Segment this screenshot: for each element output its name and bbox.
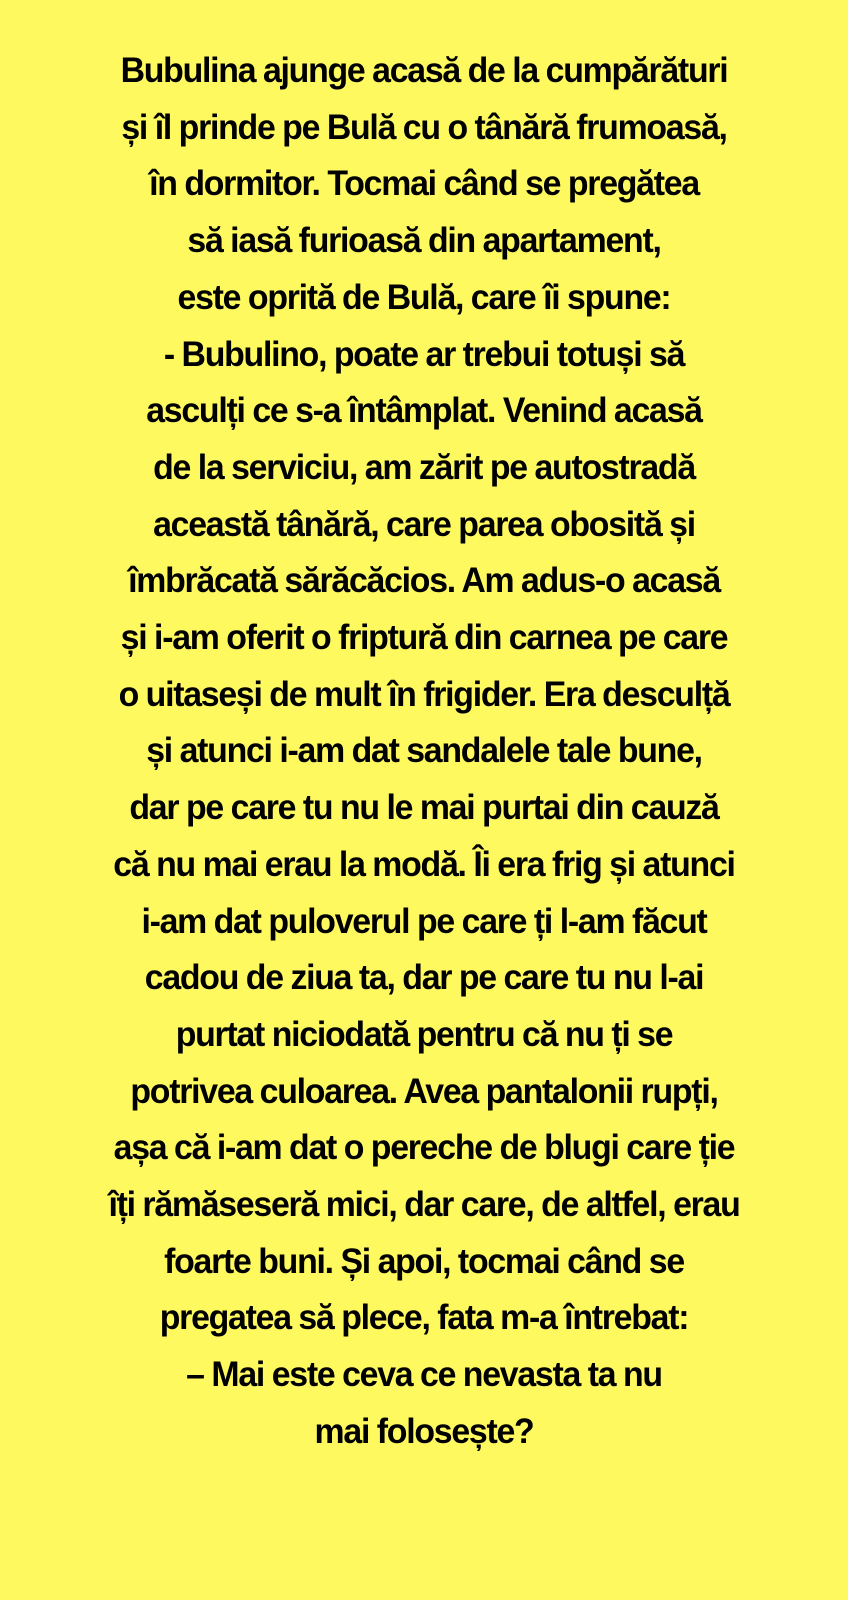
joke-line: îmbrăcată sărăcăcios. Am adus-o acasă <box>128 561 720 601</box>
joke-line: să iasă furioasă din apartament, <box>187 221 661 261</box>
joke-line: și i-am oferit o friptură din carnea pe care <box>120 618 728 658</box>
joke-line: o uitaseși de mult în frigider. Era desculță <box>118 674 730 714</box>
joke-line: de la serviciu, am zărit pe autostradă <box>153 447 695 487</box>
joke-line: este oprită de Bulă, care îi spune: <box>177 277 671 317</box>
joke-line: Bubulina ajunge acasă de la cumpărături <box>120 51 728 90</box>
joke-line: – Mai este ceva ce nevasta ta nu <box>186 1355 662 1395</box>
joke-line: în dormitor. Tocmai când se pregătea <box>149 164 699 204</box>
joke-line: potrivea culoarea. Avea pantalonii rupți, <box>130 1071 718 1111</box>
joke-line: mai folosește? <box>314 1411 534 1451</box>
joke-line: asculți ce s-a întâmplat. Venind acasă <box>146 391 702 431</box>
joke-line: cadou de ziua ta, dar pe care tu nu l-ai <box>144 958 704 998</box>
joke-line: i-am dat puloverul pe care ți l-am făcut <box>141 901 707 941</box>
joke-line: și atunci i-am dat sandalele tale bune, <box>146 731 702 771</box>
joke-line: pregatea să plece, fata m-a întrebat: <box>159 1298 689 1338</box>
joke-line: foarte buni. Și apoi, tocmai când se <box>164 1241 684 1281</box>
joke-line: această tânără, care parea obosită și <box>153 504 695 544</box>
joke-text <box>0 43 848 1461</box>
joke-line: și îl prinde pe Bulă cu o tânără frumoasă, <box>121 107 727 147</box>
joke-line: dar pe care tu nu le mai purtai din cauză <box>129 788 719 828</box>
joke-line: că nu mai erau la modă. Îi era frig și atunci <box>113 844 735 884</box>
joke-line: așa că i-am dat o pereche de blugi care ție <box>113 1128 735 1168</box>
joke-line: îți rămăseseră mici, dar care, de altfel, erau <box>108 1185 740 1225</box>
joke-line: purtat niciodată pentru că nu ți se <box>175 1014 673 1054</box>
joke-line: - Bubulino, poate ar trebui totuși să <box>163 334 685 374</box>
